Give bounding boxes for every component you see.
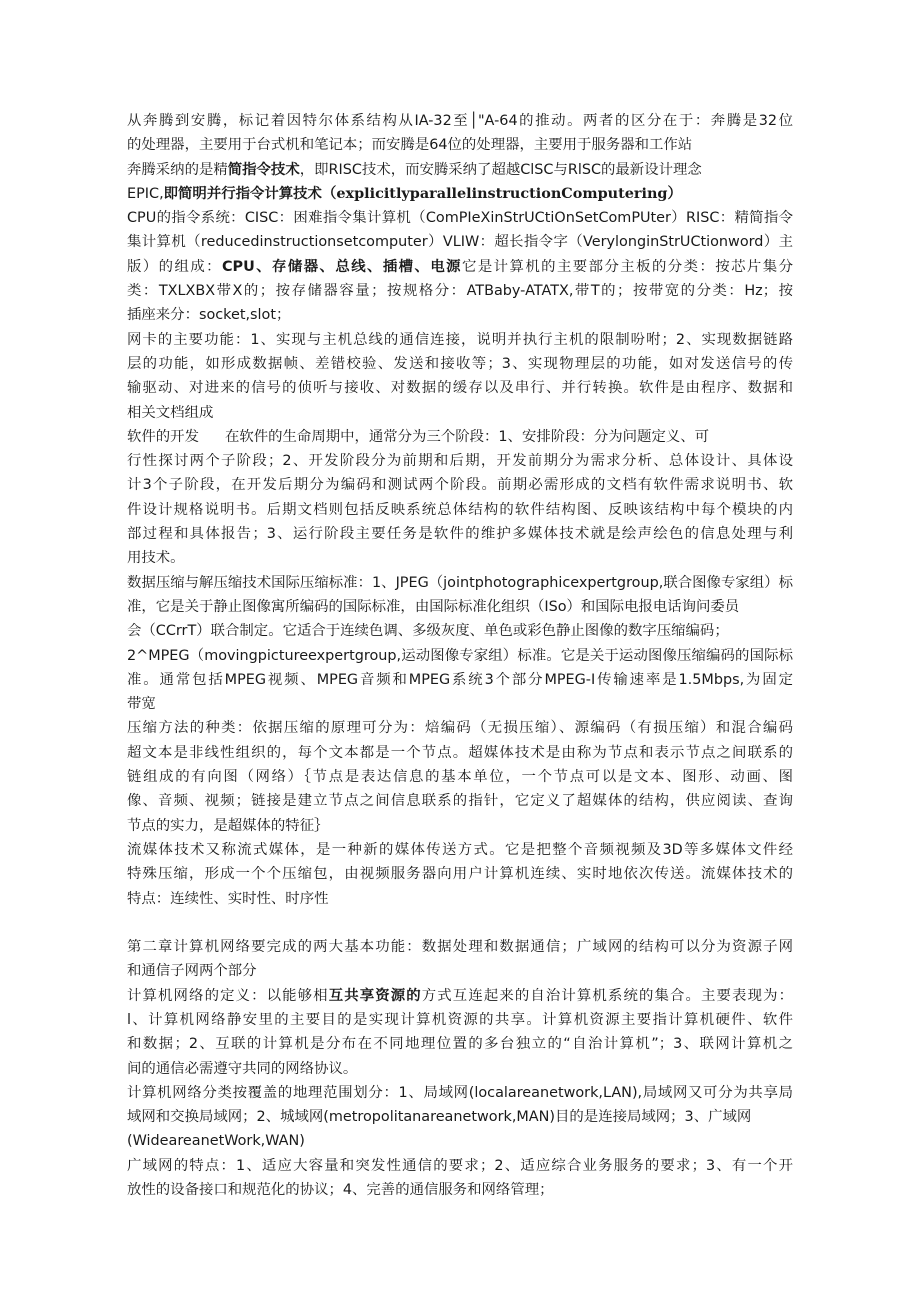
text-line: 从奔腾到安腾，标记着因特尔体系结构从IA-32至│"A-64的推动。两者的区分在于：奔腾是32位 [127,113,793,129]
text-line: 特点：连续性、实时性、时序性 [127,890,329,907]
text-line: 和通信子网两个部分 [127,963,257,980]
text-line: (WideareanetWork,WAN) [127,1133,305,1150]
text-line: 间的通信必需遵守共同的网络协议。 [127,1060,358,1077]
text-line: 行性探讨两个子阶段；2、开发阶段分为前期和后期，开发前期分为需求分析、总体设计、具体设 [127,453,793,470]
text-line: 像、音频、视频；链接是建立节点之间信息联系的指针，它定义了超媒体的结构，供应阅读、查询 [127,793,793,810]
text-line: 集计算机（reducedinstructionsetcomputer）VLIW：超长指令字（VerylonginStrUCtionword）主 [127,234,793,251]
text-line: 件设计规格说明书。后期文档则包括反映系统总体结构的软件结构图、反映该结构中每个模块的内 [127,501,793,518]
text-line: 广域网的特点：1、适应大容量和突发性通信的要求；2、适应综合业务服务的要求；3、有一个开 [127,1157,793,1174]
text-line: 类：TXLXBX带X的；按存储器容量；按规格分：ATBaby-ATATX,带T的；按带宽的分类：Hz；按 [127,283,793,300]
text-line: 会（CCrrT）联合制定。它适合于连续色调、多级灰度、单色或彩色静止图像的数字压缩编码； [127,623,729,640]
bold-text: 即简明并行指令计算技术（ [163,185,337,202]
text-line: 用技术。 [127,550,185,567]
text-line: 层的功能，如形成数据帧、差错校验、发送和接收等；3、实现物理层的功能，如对发送信号的传 [127,355,793,372]
text-span: EPIC, [127,185,164,202]
text-line: 域网和交换局域网；2、城域网(metropolitanareanetwork,MAN)目的是连接局域网；3、广域网 [127,1109,752,1126]
text-line: 准，它是关于静止图像寓所编码的国际标准，由国际标准化组织（ISo）和国际电报电话询问委员 [127,598,740,615]
text-line: 压缩方法的种类：依据压缩的原理可分为：焙编码（无损压缩）、源编码（有损压缩）和混合编码 [127,720,793,737]
document-body [127,109,793,1202]
text-line [127,984,793,1008]
text-line [127,182,793,206]
text-line: CPU的指令系统：CISC：困难指令集计算机（ComPIeXinStrUCtiOnSetComPUter）RISC：精简指令 [127,210,793,227]
text-line: 带宽 [127,696,156,713]
text-line [127,158,793,182]
text-line: 2^MPEG（movingpictureexpertgroup,运动图像专家组）标准。它是关于运动图像压缩编码的国际标 [127,647,793,664]
text-line: 第二章计算机网络要完成的两大基本功能：数据处理和数据通信；广域网的结构可以分为资源子网 [127,939,793,956]
text-line: 和数据；2、互联的计算机是分布在不同地理位置的多台独立的“自治计算机”；3、联网计算机之 [127,1036,793,1053]
text-span: 版）的组成： [127,258,222,275]
text-line: 流媒体技术又称流式媒体，是一种新的媒体传送方式。它是把整个音频视频及3D等多媒体文件经 [127,841,793,858]
text-line: 计3个子阶段，在开发后期分为编码和测试两个阶段。前期必需形成的文档有软件需求说明书、软 [127,477,793,494]
text-line [127,255,793,279]
text-line: 放性的设备接口和规范化的协议；4、完善的通信服务和网络管理； [127,1182,554,1199]
text-span: 计算机网络的定义：以能够相 [127,987,329,1004]
text-line [127,425,793,449]
text-line: 的处理器，主要用于台式机和笔记本；而安腾是64位的处理器，主要用于服务器和工作站 [127,137,693,154]
text-line: 链组成的有向图（网络）｛节点是表达信息的基本单位，一个节点可以是文本、图形、动画、图 [127,769,793,786]
text-span: ，即RISC技术，而安腾采纳了超越ClSC与RlSC的最新设计理念 [299,161,702,178]
text-span: 方式互连起来的自治计算机系统的集合。主要表现为： [421,987,793,1004]
text-line: 相关文档组成 [127,404,214,421]
text-span: 软件的开发 [127,428,199,445]
text-line: 超文本是非线性组织的，每个文本都是一个节点。超媒体技术是由称为节点和表示节点之间联系的 [127,744,793,761]
blank-line [127,911,793,935]
bold-text: CPU、存储器、总线、插槽、电源 [221,258,462,275]
text-line: 输驱动、对进来的信号的侦听与接收、对数据的缓存以及串行、并行转换。软件是由程序、数据和 [127,380,793,397]
bold-text: 简指令技术 [227,161,300,178]
text-line: 特殊压缩，形成一个个压缩包，由视频服务器向用户计算机连续、实时地依次传送。流媒体技术的 [127,866,793,883]
text-line: 插座来分：socket,slot； [127,307,291,324]
text-line: 网卡的主要功能：1、实现与主机总线的通信连接，说明并执行主机的限制吩咐；2、实现数据链路 [127,331,793,348]
text-span: 在软件的生命周期中，通常分为三个阶段：1、安排阶段：分为问题定义、可 [224,428,710,445]
text-span: 奔腾采纳的是精 [127,161,228,178]
text-span: 它是计算机的主要部分主板的分类：按芯片集分 [462,258,793,275]
text-line: 数据压缩与解压缩技术国际压缩标准：1、JPEG（jointphotographicexpertgroup,联合图像专家组）标 [127,574,793,591]
text-line: l、计算机网络静安里的主要目的是实现计算机资源的共享。计算机资源主要指计算机硬件、软件 [127,1011,793,1028]
text-line: 计算机网络分类按覆盖的地理范围划分：1、局域网(localareanetwork,LAN),局域网又可分为共享局 [127,1084,793,1101]
text-line: 部过程和具体报告；3、运行阶段主要任务是软件的维护多媒体技术就是绘声绘色的信息处理与利 [127,526,793,543]
text-line: 节点的实力，是超媒体的特征｝ [127,817,329,834]
text-line: 准。通常包括MPEG视频、MPEG音频和MPEG系统3个部分MPEG-I传输速率是1.5Mbps,为固定 [127,671,793,688]
bold-text: 互共享资源的 [328,987,422,1004]
bold-text: explicitlyparallelinstructionComputering） [336,184,682,202]
